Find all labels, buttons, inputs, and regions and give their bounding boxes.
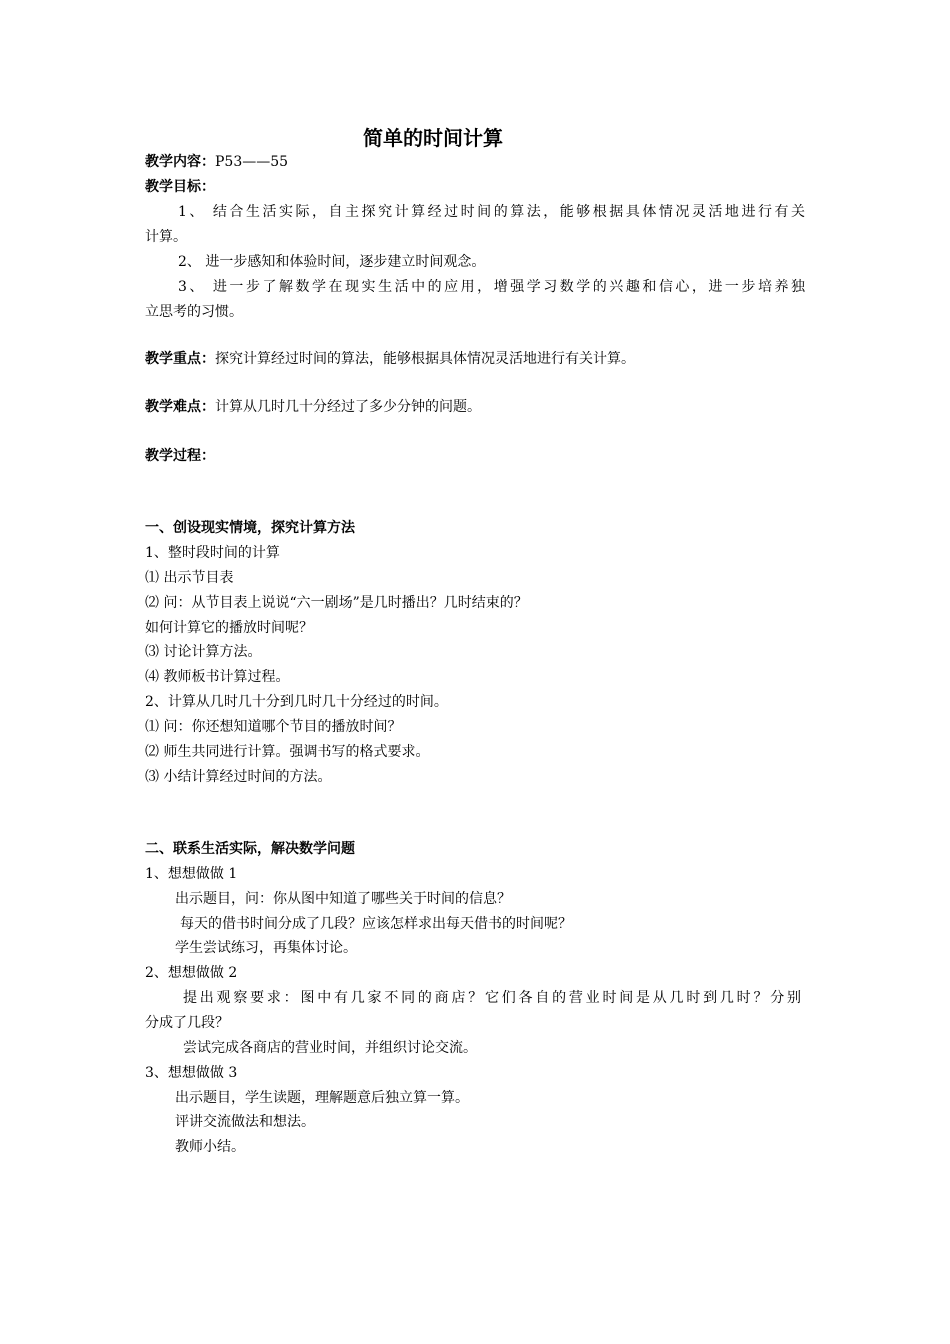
content-label: 教学内容： (145, 154, 215, 170)
section-1-line: 2、计算从几时几十分到几时几十分经过的时间。 (145, 694, 448, 710)
section-1-heading: 一、创设现实情境，探究计算方法 (145, 520, 355, 536)
section-1-line: 如何计算它的播放时间呢？ (145, 620, 313, 636)
section-1-line: ⑶ 讨论计算方法。 (145, 644, 262, 660)
keypoint-value: 探究计算经过时间的算法，能够根据具体情况灵活地进行有关计算。 (215, 351, 635, 367)
exercise-3-title: 3、想想做做 3 (145, 1065, 238, 1081)
exercise-1-line: 出示题目，问：你从图中知道了哪些关于时间的信息？ (175, 891, 511, 907)
keypoint-line (145, 349, 635, 369)
section-1-line: ⑶ 小结计算经过时间的方法。 (145, 769, 332, 785)
goal-2: 2、 进一步感知和体验时间，逐步建立时间观念。 (178, 254, 486, 270)
difficulty-line (145, 397, 481, 417)
difficulty-value: 计算从几时几十分经过了多少分钟的问题。 (215, 399, 481, 415)
difficulty-label: 教学难点： (145, 399, 215, 415)
goal-3-line-2: 立思考的习惯。 (145, 304, 243, 320)
exercise-1-title: 1、想想做做 1 (145, 866, 238, 882)
exercise-1-line: 每天的借书时间分成了几段？应该怎样求出每天借书的时间呢？ (180, 916, 572, 932)
exercise-2-line: 分成了几段？ (145, 1015, 229, 1031)
goal-3-line-1: 3、 进一步了解数学在现实生活中的应用，增强学习数学的兴趣和信心，进一步培养独 (178, 279, 805, 295)
section-1-line: ⑷ 教师板书计算过程。 (145, 669, 290, 685)
section-1-line: ⑵ 师生共同进行计算。强调书写的格式要求。 (145, 744, 430, 760)
content-value: P53——55 (215, 154, 289, 170)
exercise-1-line: 学生尝试练习，再集体讨论。 (175, 940, 357, 956)
exercise-2-title: 2、想想做做 2 (145, 965, 238, 981)
exercise-2-line: 提出观察要求：图中有几家不同的商店？它们各自的营业时间是从几时到几时？分别 (183, 990, 801, 1006)
goal-1-line-1: 1、 结合生活实际，自主探究计算经过时间的算法，能够根据具体情况灵活地进行有关 (178, 204, 805, 220)
section-1-line: 1、整时段时间的计算 (145, 545, 280, 561)
exercise-3-line: 教师小结。 (175, 1139, 245, 1155)
goals-label: 教学目标： (145, 179, 215, 195)
process-label: 教学过程： (145, 448, 215, 464)
section-2-heading: 二、联系生活实际，解决数学问题 (145, 841, 355, 857)
section-1-line: ⑴ 问：你还想知道哪个节目的播放时间？ (145, 719, 402, 735)
page-title: 简单的时间计算 (363, 126, 503, 150)
keypoint-label: 教学重点： (145, 351, 215, 367)
exercise-3-line: 出示题目，学生读题，理解题意后独立算一算。 (175, 1090, 469, 1106)
exercise-2-line: 尝试完成各商店的营业时间，并组织讨论交流。 (183, 1040, 477, 1056)
exercise-3-line: 评讲交流做法和想法。 (175, 1114, 315, 1130)
section-1-line: ⑵ 问：从节目表上说说“六一剧场”是几时播出？几时结束的？ (145, 595, 528, 611)
goal-1-line-2: 计算。 (145, 229, 187, 245)
content-line (145, 152, 288, 172)
section-1-line: ⑴ 出示节目表 (145, 570, 234, 586)
